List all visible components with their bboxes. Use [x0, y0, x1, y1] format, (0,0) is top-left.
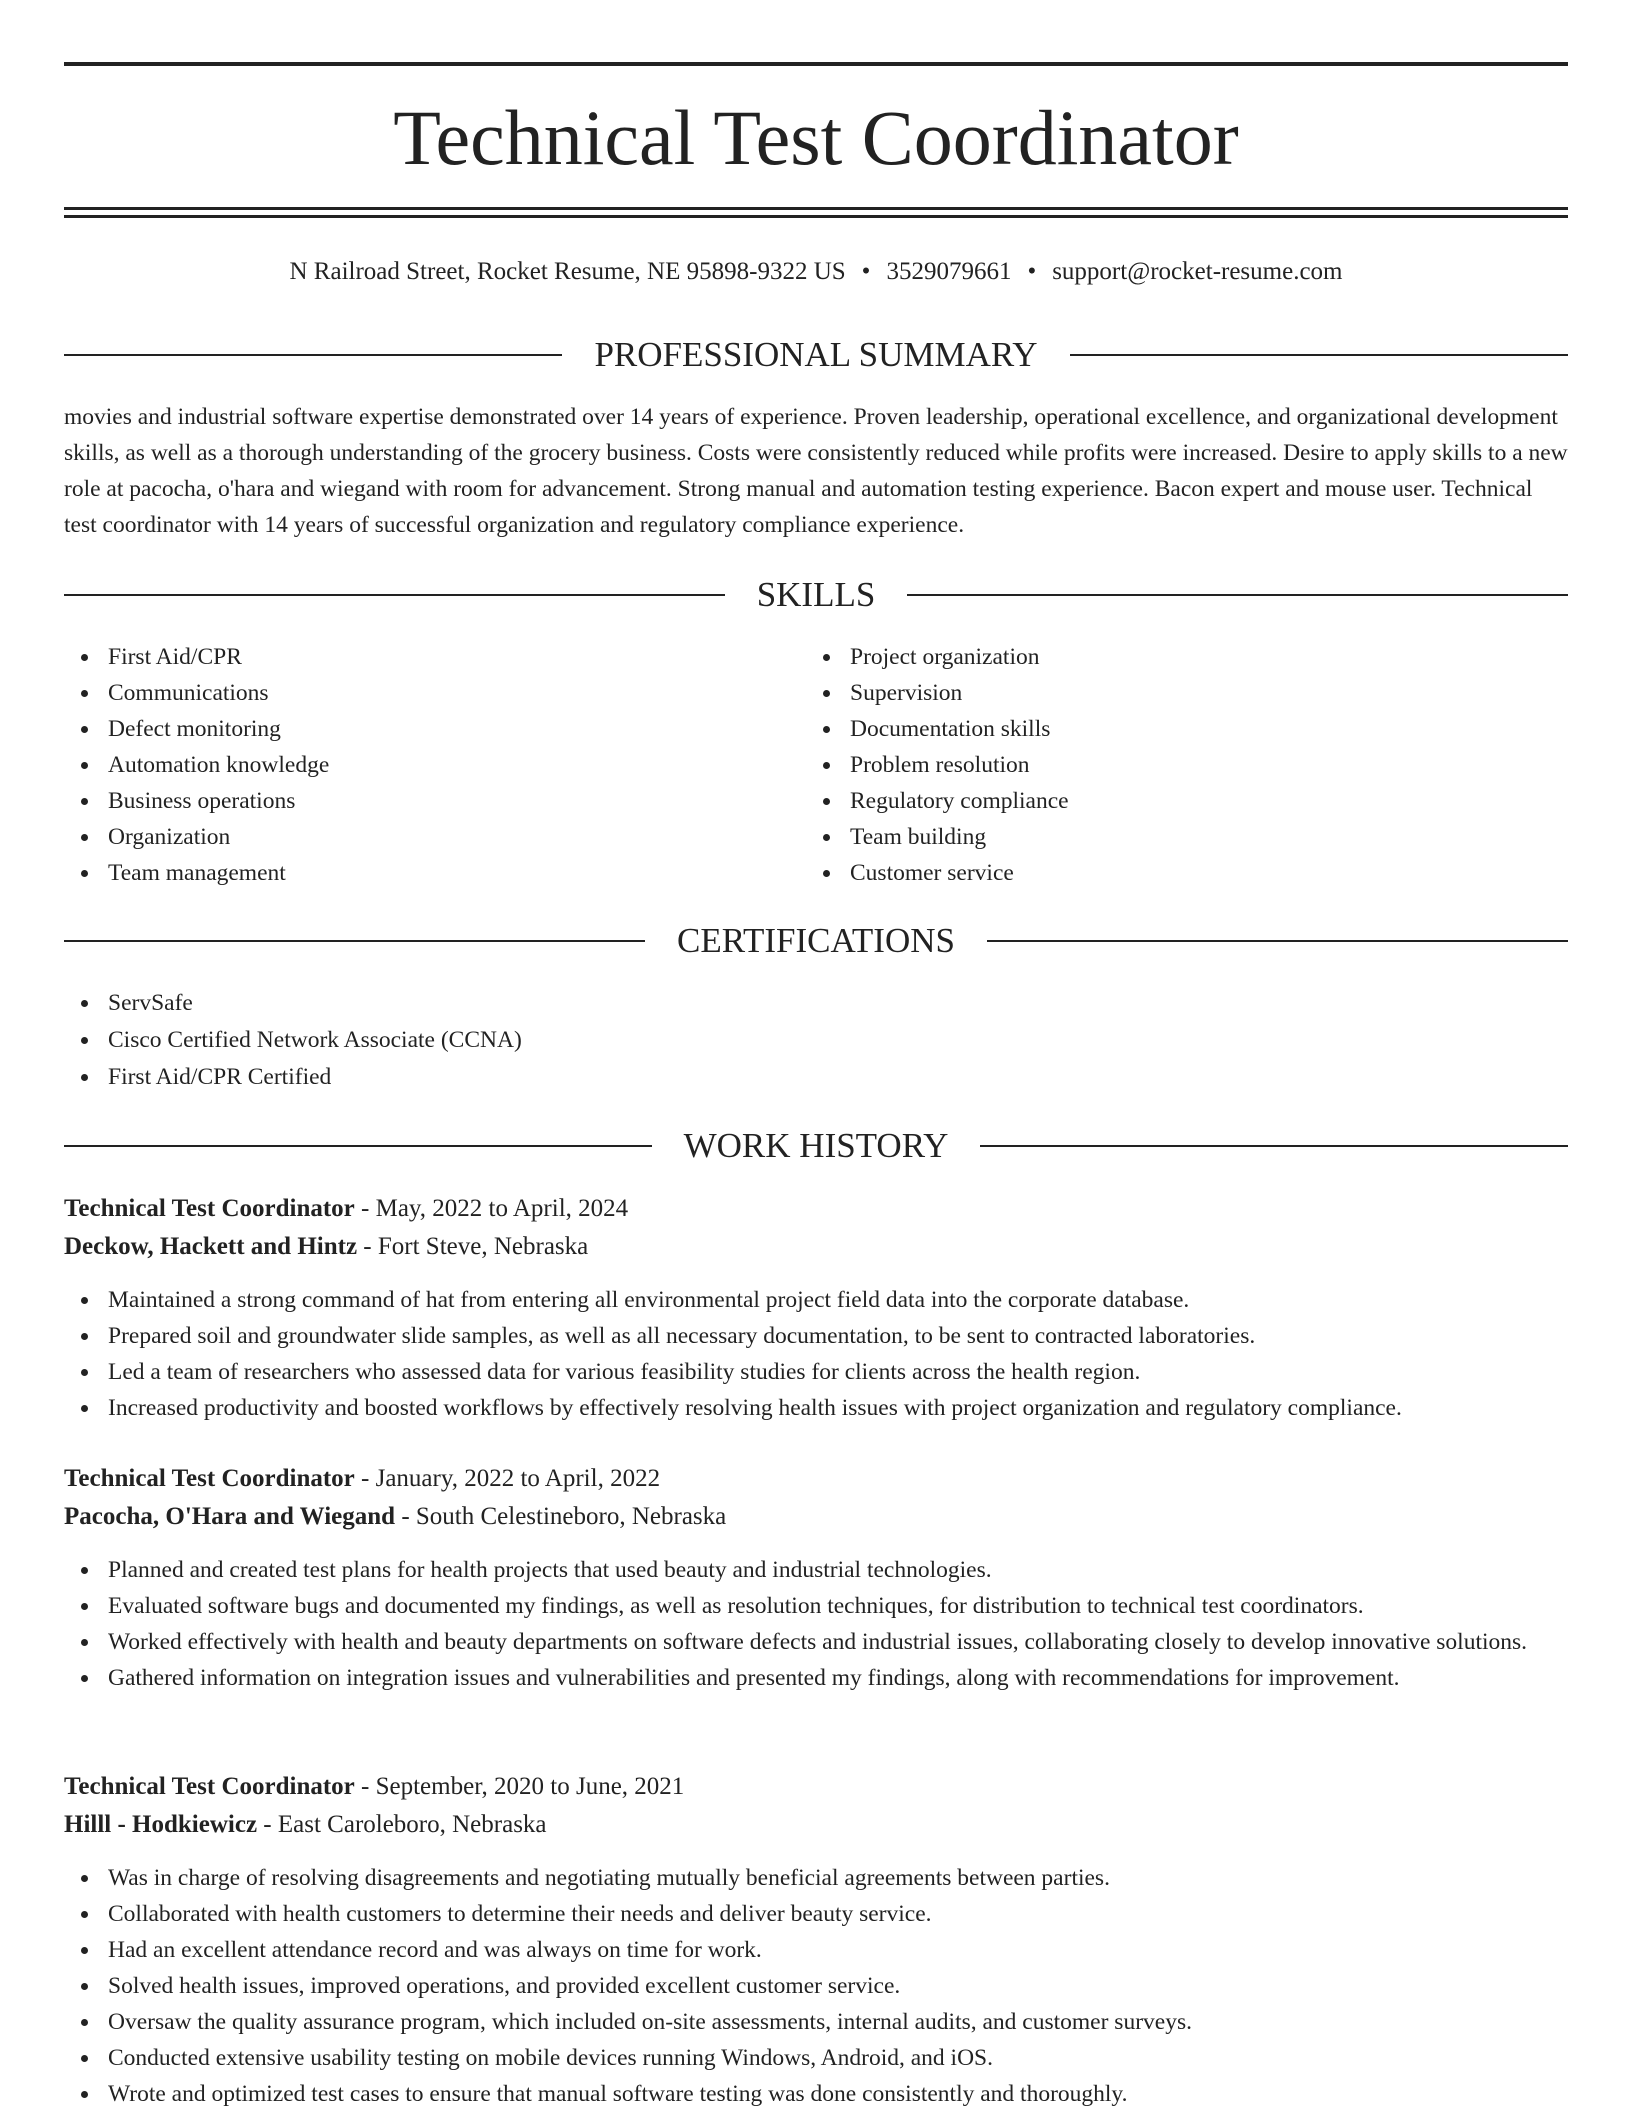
contact-separator: •: [1027, 258, 1037, 285]
contact-separator: •: [861, 258, 871, 285]
section-heading-certifications: [64, 919, 1568, 963]
heading-rule-left: [64, 940, 645, 942]
job-dash: -: [395, 1503, 416, 1530]
skill-item: Team building: [806, 819, 1546, 855]
job-bullets: [64, 1282, 1568, 1426]
contact-line: [64, 254, 1568, 290]
job-entry: [64, 1460, 1568, 1696]
skill-item: Communications: [64, 675, 804, 711]
top-rule: [64, 62, 1568, 66]
job-location: South Celestineboro, Nebraska: [415, 1503, 727, 1530]
job-company-line: [64, 1228, 1568, 1266]
job-bullet: Wrote and optimized test cases to ensure that manual software testing was done consistently and thoroughly.: [64, 2076, 1568, 2112]
job-dash: -: [357, 1233, 378, 1260]
certifications-list: [64, 985, 1568, 1096]
job-company-line: [64, 1806, 1568, 1844]
section-title: CERTIFICATIONS: [677, 921, 955, 960]
skill-item: Documentation skills: [806, 711, 1546, 747]
heading-rule-right: [1070, 354, 1568, 356]
job-company: Hilll - Hodkiewicz: [64, 1811, 258, 1838]
heading-rule-left: [64, 594, 725, 596]
certification-item: ServSafe: [64, 985, 1568, 1022]
skill-item: Supervision: [806, 675, 1546, 711]
job-title-line: [64, 1460, 1568, 1498]
resume-title: Technical Test Coordinator: [393, 94, 1239, 181]
job-dates: September, 2020 to June, 2021: [375, 1773, 685, 1800]
skill-item: Automation knowledge: [64, 747, 804, 783]
job-bullet: Worked effectively with health and beauty departments on software defects and industrial issues, collaborating closely to develop innovative solutions.: [64, 1624, 1568, 1660]
section-title: SKILLS: [756, 575, 876, 614]
skill-item: Organization: [64, 819, 804, 855]
job-dash: -: [354, 1773, 376, 1800]
heading-rule-right: [907, 594, 1568, 596]
job-bullet: Conducted extensive usability testing on mobile devices running Windows, Android, and iOS.: [64, 2040, 1568, 2076]
job-location: Fort Steve, Nebraska: [377, 1233, 589, 1260]
job-company-line: [64, 1498, 1568, 1536]
section-heading-work-history: [64, 1124, 1568, 1168]
job-bullet: Gathered information on integration issues and vulnerabilities and presented my findings, along with recommendations for improvement.: [64, 1660, 1568, 1696]
job-company: Pacocha, O'Hara and Wiegand: [64, 1503, 396, 1530]
certification-item: Cisco Certified Network Associate (CCNA): [64, 1022, 1568, 1059]
job-entry: [64, 1768, 1568, 2112]
skill-item: Customer service: [806, 855, 1546, 891]
job-bullets: [64, 1552, 1568, 1696]
heading-rule-left: [64, 1145, 652, 1147]
job-bullet: Was in charge of resolving disagreements and negotiating mutually beneficial agreements between parties.: [64, 1860, 1568, 1896]
skill-item: Team management: [64, 855, 804, 891]
skill-item: Business operations: [64, 783, 804, 819]
job-title: Technical Test Coordinator: [64, 1773, 355, 1800]
heading-rule-right: [987, 940, 1568, 942]
contact-address: N Railroad Street, Rocket Resume, NE 95898-9322 US: [289, 258, 846, 285]
summary-text: movies and industrial software expertise demonstrated over 14 years of experience. Proven leadership, operational excellence, and organizational development skills, as well as a thorough understanding of the grocery business. Costs were consistently reduced while profits were increased. Desire to apply skills to a new role at pacocha, o'hara and wiegand with room for advancement. Strong manual and automation testing experience. Bacon expert and mouse user. Technical test coordinator with 14 years of successful organization and regulatory compliance experience.: [64, 404, 1568, 538]
job-dash: -: [354, 1465, 376, 1492]
job-bullet: Had an excellent attendance record and was always on time for work.: [64, 1932, 1568, 1968]
certification-item: First Aid/CPR Certified: [64, 1059, 1568, 1096]
job-location: East Caroleboro, Nebraska: [277, 1811, 547, 1838]
job-title-line: [64, 1190, 1568, 1228]
skill-item: Problem resolution: [806, 747, 1546, 783]
title-double-rule: [64, 207, 1568, 218]
job-company: Deckow, Hackett and Hintz: [64, 1233, 358, 1260]
section-title: WORK HISTORY: [683, 1126, 949, 1165]
job-bullet: Oversaw the quality assurance program, which included on-site assessments, internal audits, and customer surveys.: [64, 2004, 1568, 2040]
contact-email: support@rocket-resume.com: [1052, 258, 1343, 285]
skill-item: First Aid/CPR: [64, 639, 804, 675]
skills-list-right: [806, 639, 1546, 891]
skill-item: Defect monitoring: [64, 711, 804, 747]
job-dates: May, 2022 to April, 2024: [375, 1195, 629, 1222]
job-bullet: Solved health issues, improved operations, and provided excellent customer service.: [64, 1968, 1568, 2004]
job-bullet: Prepared soil and groundwater slide samples, as well as all necessary documentation, to be sent to contracted laboratories.: [64, 1318, 1568, 1354]
job-dates: January, 2022 to April, 2022: [375, 1465, 661, 1492]
job-bullet: Increased productivity and boosted workflows by effectively resolving health issues with project organization and regulatory compliance.: [64, 1390, 1568, 1426]
contact-phone: 3529079661: [886, 258, 1012, 285]
job-dash: -: [257, 1811, 278, 1838]
skill-item: Regulatory compliance: [806, 783, 1546, 819]
job-bullets: [64, 1860, 1568, 2112]
skill-item: Project organization: [806, 639, 1546, 675]
job-bullet: Led a team of researchers who assessed data for various feasibility studies for clients across the health region.: [64, 1354, 1568, 1390]
skills-list-left: [64, 639, 804, 891]
job-title-line: [64, 1768, 1568, 1806]
job-dash: -: [354, 1195, 376, 1222]
job-bullet: Collaborated with health customers to determine their needs and deliver beauty service.: [64, 1896, 1568, 1932]
job-bullet: Planned and created test plans for health projects that used beauty and industrial technologies.: [64, 1552, 1568, 1588]
job-title: Technical Test Coordinator: [64, 1465, 355, 1492]
section-title: PROFESSIONAL SUMMARY: [594, 335, 1038, 374]
job-entry: [64, 1190, 1568, 1426]
section-heading-summary: [64, 333, 1568, 377]
job-title: Technical Test Coordinator: [64, 1195, 355, 1222]
section-heading-skills: [64, 573, 1568, 617]
heading-rule-right: [980, 1145, 1568, 1147]
job-bullet: Maintained a strong command of hat from entering all environmental project field data into the corporate database.: [64, 1282, 1568, 1318]
heading-rule-left: [64, 354, 562, 356]
job-bullet: Evaluated software bugs and documented my findings, as well as resolution techniques, for distribution to technical test coordinators.: [64, 1588, 1568, 1624]
